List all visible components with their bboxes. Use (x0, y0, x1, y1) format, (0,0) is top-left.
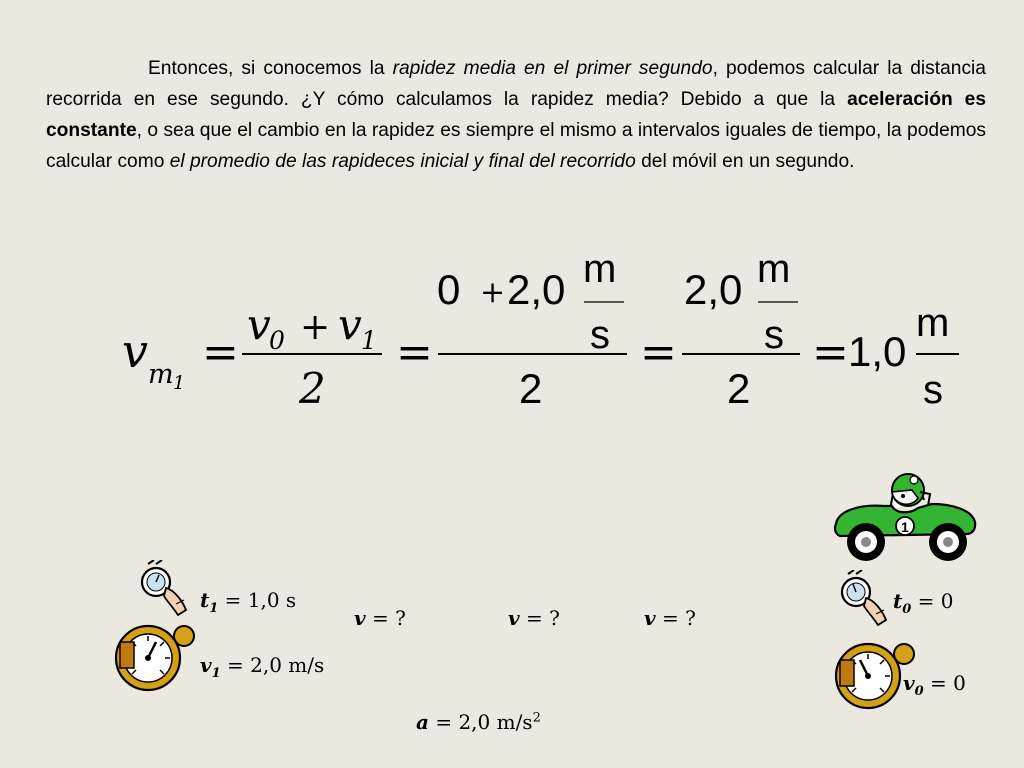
eq-lhs-sub-idx: 1 (173, 372, 186, 394)
eq-frac1-den: 2 (299, 364, 326, 413)
eq-lhs-sub-var: m (148, 359, 174, 390)
eq-frac1-num-b-sub: 1 (361, 326, 377, 355)
label-v0: $v_0 = 0$ (903, 671, 966, 699)
para-text-4: del móvil en un segundo. (635, 151, 855, 172)
label-v-unknown-3: v = ? (644, 606, 696, 630)
para-text-3: , o sea que el cambio en la rapidez es siempre el mismo a intervalos iguales de tiempo, la podemos calcular como (46, 120, 986, 172)
para-text-2: , podemos calcular la distancia recorrida en ese segundo. ¿Y cómo calculamos la rapidez media? Debido a que la (46, 58, 986, 110)
label-t1: $t_1 = 1,0$ s (200, 588, 297, 616)
eq-frac1-num-b: v (338, 300, 362, 349)
eq-frac2-unit-num: m (583, 247, 617, 291)
mean-speed-equation (0, 240, 1024, 430)
eq-equals-1: = (202, 327, 239, 378)
eq-frac3-unit-num: m (757, 247, 791, 291)
explanation-paragraph (46, 53, 986, 177)
label-acceleration: a = 2,0 $m/s^2$ (416, 710, 541, 734)
eq-frac2-unit-den: s (590, 313, 610, 357)
eq-result-val: 1,0 (848, 328, 907, 375)
eq-frac3-num-val: 2,0 (684, 266, 743, 313)
eq-frac2-num-zero: 0 (437, 266, 461, 313)
race-car-icon (832, 470, 978, 564)
eq-frac1-num-a-sub: 0 (269, 326, 285, 355)
para-bold-1: aceleración es constante (46, 89, 986, 141)
eq-equals-2: = (396, 327, 433, 378)
stopwatch-hand-icon-right (836, 570, 892, 626)
eq-frac3-den: 2 (727, 365, 751, 412)
eq-result-unit-num: m (916, 301, 950, 345)
eq-frac3-unit-den: s (764, 313, 784, 357)
eq-frac1-num-a: v (247, 300, 271, 349)
label-v-unknown-2: v = ? (508, 606, 560, 630)
para-italic-1: rapidez media en el primer segundo (392, 58, 713, 79)
label-v1: $v_1 = 2,0$ m/s (200, 653, 325, 681)
stopwatch-hand-icon-left (136, 560, 192, 616)
car-number: 1 (901, 519, 909, 535)
eq-result-unit-den: s (923, 368, 943, 412)
speedometer-icon-left (112, 622, 196, 692)
eq-plus-2: + (480, 275, 506, 310)
label-t0: $t_0 = 0$ (893, 589, 954, 617)
eq-plus-1: + (300, 307, 331, 348)
label-v-unknown-1: v = ? (354, 606, 406, 630)
eq-frac2-num-val: 2,0 (507, 266, 566, 313)
eq-frac2-den: 2 (519, 365, 543, 412)
eq-equals-4: = (812, 327, 849, 378)
eq-equals-3: = (640, 327, 677, 378)
para-italic-2: el promedio de las rapideces inicial y final del recorrido (169, 151, 636, 172)
para-text-1: Entonces, si conocemos la (148, 58, 393, 79)
eq-lhs-var: v (122, 324, 148, 378)
